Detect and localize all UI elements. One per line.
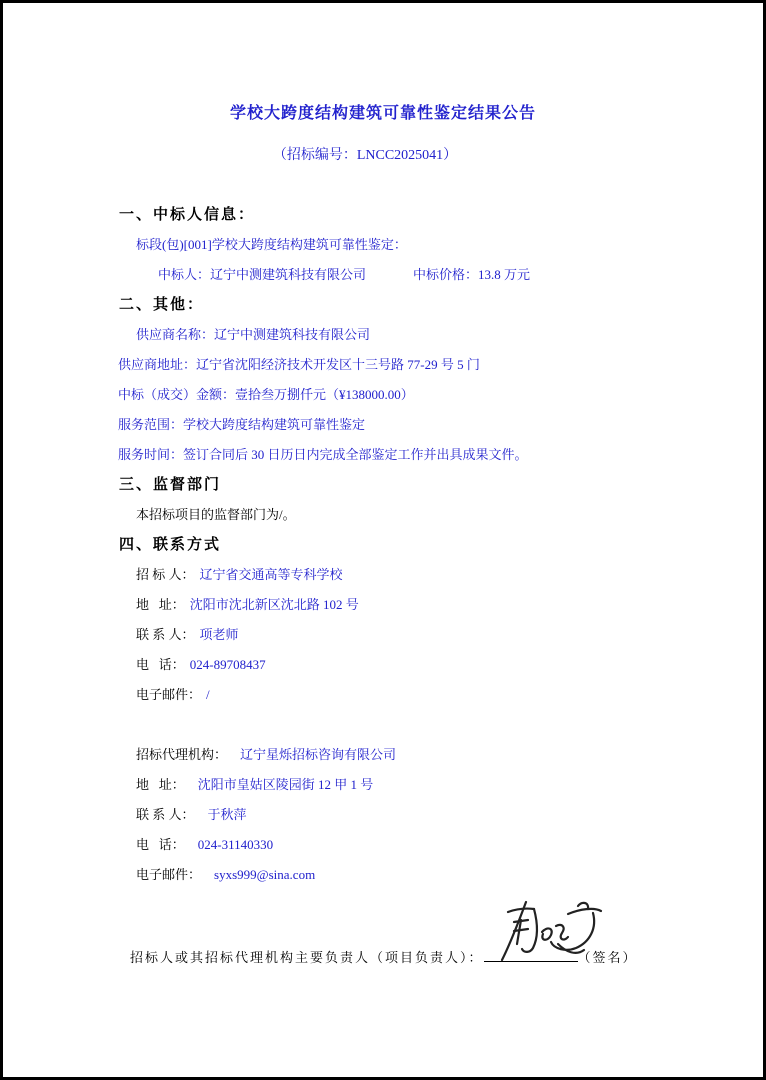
service-scope-line: 服务范围：学校大跨度结构建筑可靠性鉴定: [118, 417, 366, 432]
agency-name-label: 招标代理机构：: [136, 747, 228, 762]
tenderer-contact-person-label: 联 系 人：: [136, 627, 195, 642]
tenderer-name-label: 招 标 人：: [136, 567, 195, 582]
agency-contact-person-row: [136, 800, 763, 830]
winner-name: 中标人：辽宁中测建筑科技有限公司: [158, 267, 367, 282]
section-heading-contact: 四、联系方式: [119, 536, 222, 553]
tenderer-name-row: [136, 560, 763, 590]
tenderer-address-label: 地 址：: [136, 597, 185, 612]
tenderer-email-label: 电子邮件：: [136, 687, 202, 702]
tender-number: （招标编号：LNCC2025041）: [272, 148, 458, 163]
document-body: [3, 200, 763, 970]
agency-address-row: [136, 770, 763, 800]
signature-line-text: 招标人或其招标代理机构主要负责人（项目负责人）：: [130, 950, 484, 965]
tenderer-address-value: 沈阳市沈北新区沈北路 102 号: [189, 597, 359, 612]
agency-name-row: [136, 740, 763, 770]
agency-phone-value: 024-31140330: [197, 837, 274, 852]
tenderer-phone-value: 024-89708437: [189, 657, 266, 672]
tenderer-phone-label: 电 话：: [136, 657, 185, 672]
section-heading-winner-info: 一、中标人信息：: [119, 206, 256, 223]
lot-line: 标段(包)[001]学校大跨度结构建筑可靠性鉴定：: [136, 237, 407, 252]
section-heading-supervision: 三、监督部门: [119, 476, 222, 493]
winner-price-row: [158, 260, 763, 290]
agency-email-value: syxs999@sina.com: [214, 867, 316, 882]
document-title: 学校大跨度结构建筑可靠性鉴定结果公告: [229, 105, 536, 122]
award-amount-line: 中标（成交）金额：壹拾叁万捌仟元（¥138000.00）: [118, 387, 414, 402]
agency-email-label: 电子邮件：: [136, 867, 202, 882]
tenderer-name-value: 辽宁省交通高等专科学校: [199, 567, 343, 582]
agency-address-label: 地 址：: [136, 777, 185, 792]
agency-name-value: 辽宁星烁招标咨询有限公司: [240, 747, 397, 762]
section-heading-other: 二、其他：: [119, 296, 205, 313]
tenderer-contact-person-row: [136, 620, 763, 650]
supplier-name-line: 供应商名称：辽宁中测建筑科技有限公司: [136, 327, 371, 342]
signature-row: [130, 946, 763, 970]
spacer-row: [3, 710, 763, 740]
signature-suffix: （签名）: [577, 950, 638, 965]
tenderer-address-row: [136, 590, 763, 620]
agency-block: [3, 740, 763, 890]
agency-contact-person-label: 联 系 人：: [136, 807, 195, 822]
agency-phone-label: 电 话：: [136, 837, 185, 852]
agency-address-value: 沈阳市皇姑区陵园街 12 甲 1 号: [197, 777, 374, 792]
tenderer-phone-row: [136, 650, 763, 680]
agency-contact-person-value: 于秋萍: [207, 807, 247, 822]
tenderer-contact-person-value: 项老师: [199, 627, 239, 642]
tenderer-email-row: [136, 680, 763, 710]
supervision-body: 本招标项目的监督部门为/。: [136, 507, 296, 522]
winner-price: 中标价格：13.8 万元: [413, 267, 531, 282]
tenderer-email-value: /: [206, 687, 210, 702]
agency-phone-row: [136, 830, 763, 860]
agency-email-row: [136, 860, 763, 890]
service-time-line: 服务时间：签订合同后 30 日历日内完成全部鉴定工作并出具成果文件。: [118, 447, 528, 462]
supplier-address-line: 供应商地址：辽宁省沈阳经济技术开发区十三号路 77-29 号 5 门: [118, 357, 480, 372]
handwritten-signature: [496, 896, 608, 966]
